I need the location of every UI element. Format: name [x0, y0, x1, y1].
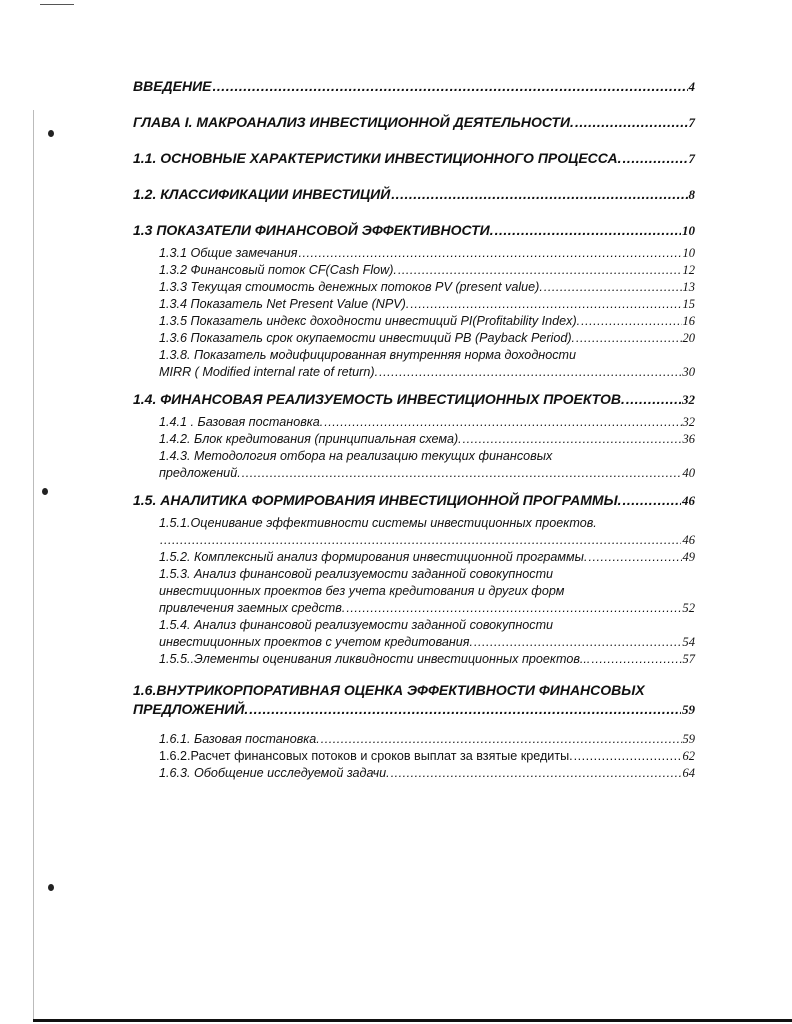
toc-entry-chapter1 — [133, 114, 695, 131]
toc-entry-title: 1.3.3 Текущая стоимость денежных потоков PV (present value). — [159, 280, 543, 294]
toc-entry-1-2 — [133, 186, 695, 203]
toc-entry-line: 1.3.8. Показатель модифицированная внутренняя норма доходности — [159, 348, 577, 362]
toc-page-number: 13 — [682, 280, 695, 294]
toc-entry-title: 1.3.2 Финансовый поток CF(Cash Flow). — [159, 263, 397, 277]
toc-sub-entry — [159, 549, 695, 566]
toc-entry-title: 1.3 ПОКАЗАТЕЛИ ФИНАНСОВОЙ ЭФФЕКТИВНОСТИ. — [133, 222, 494, 238]
toc-sub-entry — [159, 330, 695, 347]
toc-entry-title: 1.5. АНАЛИТИКА ФОРМИРОВАНИЯ ИНВЕСТИЦИОННОЙ ПРОГРАММЫ. — [133, 492, 622, 508]
toc-entry-1-6 — [133, 681, 695, 719]
scan-artifact-top — [40, 4, 74, 5]
toc-entry-line: MIRR ( Modified internal rate of return). — [159, 365, 379, 379]
toc-entry-line: предложений. — [159, 466, 241, 480]
toc-page-number: 54 — [682, 635, 695, 649]
toc-page-number: 10 — [682, 223, 695, 238]
toc-entry-intro — [133, 78, 695, 95]
toc-sub-entry — [159, 313, 695, 330]
toc-page-number: 64 — [682, 766, 695, 780]
toc-entry-line: 1.4.3. Методология отбора на реализацию текущих финансовых — [159, 449, 553, 463]
toc-subsection-list — [133, 731, 695, 782]
toc-entry-title: 1.3.1 Общие замечания — [159, 246, 298, 260]
toc-sub-entry — [159, 748, 695, 765]
toc-page-number: 10 — [682, 246, 695, 260]
toc-entry-line: 1.6.ВНУТРИКОРПОРАТИВНАЯ ОЦЕНКА ЭФФЕКТИВНОСТИ ФИНАНСОВЫХ — [133, 682, 645, 698]
toc-entry-line: ПРЕДЛОЖЕНИЙ. — [133, 701, 249, 717]
toc-entry-title: 1.6.2.Расчет финансовых потоков и сроков выплат за взятые кредиты. — [159, 749, 573, 763]
toc-sub-entry — [159, 651, 695, 668]
toc-subsection-list — [133, 245, 695, 381]
toc-sub-entry — [159, 296, 695, 313]
scan-edge-bottom — [33, 1019, 792, 1022]
toc-sub-entry — [159, 245, 695, 262]
toc-page-number: 32 — [682, 415, 695, 429]
toc-entry-line: инвестиционных проектов без учета кредитования и других форм — [159, 584, 565, 598]
toc-page-number: 36 — [682, 432, 695, 446]
toc-entry-1-1 — [133, 150, 695, 167]
toc-page-number: 8 — [688, 187, 695, 202]
toc-entry-1-5 — [133, 492, 695, 509]
toc-page-number: 15 — [682, 297, 695, 311]
toc-page-number: 59 — [682, 732, 695, 746]
toc-subsection-list — [133, 515, 695, 668]
toc-page-number: 49 — [682, 550, 695, 564]
toc-entry-line: 1.5.3. Анализ финансовой реализуемости заданной совокупности — [159, 567, 554, 581]
toc-sub-entry — [159, 262, 695, 279]
toc-entry-title: 1.3.6 Показатель срок окупаемости инвестиций PB (Payback Period). — [159, 331, 576, 345]
toc-page-number: 40 — [682, 466, 695, 480]
toc-page-number: 20 — [682, 331, 695, 345]
toc-entry-title: 1.6.3. Обобщение исследуемой задачи. — [159, 766, 390, 780]
toc-page-number: 12 — [682, 263, 695, 277]
toc-entry-title: 1.6.1. Базовая постановка. — [159, 732, 320, 746]
toc-entry-1-4 — [133, 391, 695, 408]
toc-entry-title: ГЛАВА I. МАКРОАНАЛИЗ ИНВЕСТИЦИОННОЙ ДЕЯТЕЛЬНОСТИ. — [133, 114, 574, 130]
toc-entry-title: 1.3.5 Показатель индекс доходности инвестиций PI(Profitability Index). — [159, 314, 581, 328]
toc-page-number: 59 — [682, 702, 695, 717]
toc-page-number: 4 — [688, 79, 695, 94]
toc-sub-entry-multiline — [159, 347, 695, 381]
toc-sub-entry — [159, 279, 695, 296]
toc-sub-entry-multiline — [159, 448, 695, 482]
toc-sub-entry-multiline — [159, 566, 695, 617]
toc-entry-line: привлечения заемных средств. — [159, 601, 346, 615]
toc-sub-entry — [159, 731, 695, 748]
toc-entry-title: 1.4. ФИНАНСОВАЯ РЕАЛИЗУЕМОСТЬ ИНВЕСТИЦИОННЫХ ПРОЕКТОВ. — [133, 391, 625, 407]
toc-entry-title: 1.3.4 Показатель Net Present Value (NPV). — [159, 297, 410, 311]
toc-sub-entry-multiline — [159, 515, 695, 549]
toc-entry-line: 1.5.4. Анализ финансовой реализуемости заданной совокупности — [159, 618, 554, 632]
toc-page-number: 46 — [682, 533, 695, 547]
scan-dot — [48, 130, 54, 137]
toc-page-number: 7 — [688, 151, 695, 166]
toc-entry-line: инвестиционных проектов с учетом кредитования. — [159, 635, 474, 649]
toc-subsection-list — [133, 414, 695, 482]
scan-edge-left — [33, 110, 34, 1020]
toc-page-number: 16 — [682, 314, 695, 328]
toc-entry-title: ВВЕДЕНИЕ — [133, 78, 212, 94]
toc-entry-line: 1.5.1.Оценивание эффективности системы инвестиционных проектов. — [159, 516, 597, 530]
toc-page-number: 7 — [688, 115, 695, 130]
toc-entry-title: 1.2. КЛАССИФИКАЦИИ ИНВЕСТИЦИЙ — [133, 186, 391, 202]
toc-entry-1-3 — [133, 222, 695, 239]
toc-page-number: 30 — [682, 365, 695, 379]
toc-page-number: 46 — [682, 493, 695, 508]
toc-page-number: 52 — [682, 601, 695, 615]
toc-sub-entry — [159, 431, 695, 448]
table-of-contents — [133, 72, 695, 782]
toc-page-number: 62 — [682, 749, 695, 763]
toc-entry-title: 1.1. ОСНОВНЫЕ ХАРАКТЕРИСТИКИ ИНВЕСТИЦИОННОГО ПРОЦЕССА. — [133, 150, 622, 166]
scan-dot — [48, 884, 54, 891]
toc-entry-title: 1.4.1 . Базовая постановка. — [159, 415, 324, 429]
toc-sub-entry — [159, 765, 695, 782]
toc-sub-entry — [159, 414, 695, 431]
toc-page-number: 57 — [682, 652, 695, 666]
toc-page-number: 32 — [682, 392, 695, 407]
toc-entry-title: 1.4.2. Блок кредитования (принципиальная схема). — [159, 432, 462, 446]
scan-dot — [42, 488, 48, 495]
toc-sub-entry-multiline — [159, 617, 695, 651]
toc-entry-title: 1.5.5..Элементы оценивания ликвидности инвестиционных проектов... — [159, 652, 591, 666]
toc-entry-title: 1.5.2. Комплексный анализ формирования инвестиционной программы. — [159, 550, 588, 564]
